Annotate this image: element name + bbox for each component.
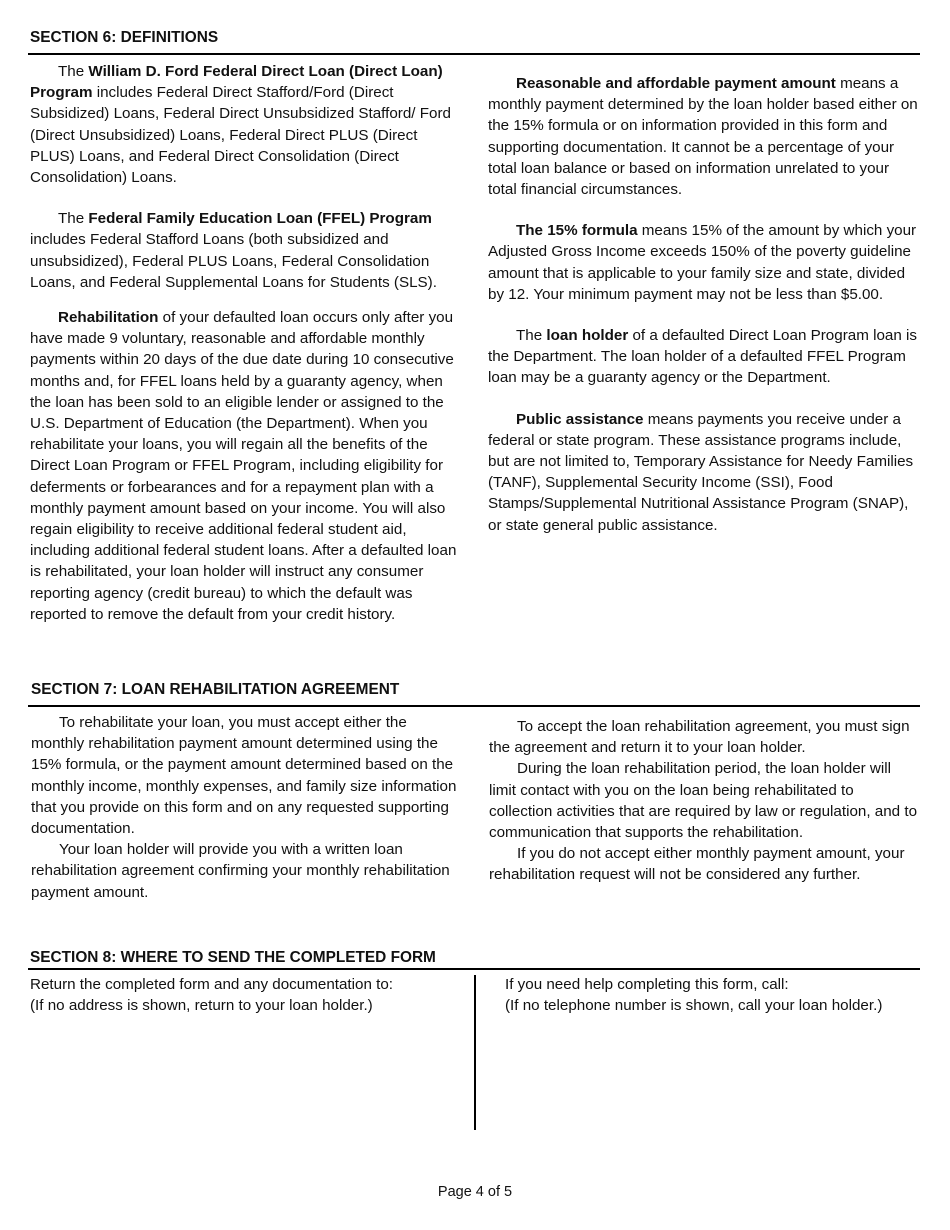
return-instructions: Return the completed form and any documentation to:	[30, 976, 394, 993]
definition-public-assistance: Public assistance means payments you receive under a federal or state program. These assistance programs include, but are not limited to, Temporary Assistance for Needy Families (TANF), Supplemental Security Income (SSI), Food Stamps/Supplemental Nutritional Assistance Program (SNAP), or state general public assistance.	[488, 410, 914, 534]
help-note: (If no telephone number is shown, call your loan holder.)	[505, 997, 883, 1015]
definition-ffel: The Federal Family Education Loan (FFEL) Program includes Federal Stafford Loans (both subsidized and unsubsidized), Federal PLUS Loans, Federal Consolidation Loans, and Federal Supplemental Loans for Students (SLS).	[30, 210, 437, 291]
definition-rehabilitation: Rehabilitation of your defaulted loan occurs only after you have made 9 voluntary, reasonable and affordable monthly payments within 20 days of the due date during 10 consecutive months and, for FFEL loans held by a guaranty agency, when the loan has been sold to an eligible lender or assigned to the U.S. Department of Education (the Department). When you rehabilitate your loans, you will regain all the benefits of the Direct Loan Program or FFEL Program, including eligibility for deferments or forbearances and for a repayment plan with a monthly payment amount based on your income. You will also regain eligibility to receive additional federal student aid, including additional federal student loans. After a defaulted loan is rehabilitated, your loan holder will instruct any consumer reporting agency (credit bureau) to which the default was reported to remove the default from your credit history.	[30, 309, 457, 623]
section-7-rule	[28, 705, 920, 707]
rehab-contact-paragraph: During the loan rehabilitation period, the loan holder will limit contact with you on the loan being rehabilitated to collection activities that are required by law or regulation, and to communication that supports the rehabilitation.	[489, 760, 918, 842]
section-7-right-column	[489, 716, 921, 886]
rehab-sign-paragraph: To accept the loan rehabilitation agreement, you must sign the agreement and return it to your loan holder.	[489, 718, 910, 757]
return-address-box	[30, 974, 470, 1016]
section-7-left-column	[31, 712, 463, 903]
definition-direct-loan: The William D. Ford Federal Direct Loan (Direct Loan) Program includes Federal Direct Stafford/Ford (Direct Subsidized) Loans, Federal Direct Unsubsidized Stafford/ Ford (Direct Unsubsidized) Loans, Federal Direct PLUS (Direct PLUS) Loans, and Federal Direct Consolidation (Direct Consolidation) Loans.	[30, 63, 451, 187]
definition-15-percent-formula: The 15% formula means 15% of the amount by which your Adjusted Gross Income exceeds 150% of the poverty guideline amount that is applicable to your family size and state, divided by 12. Your minimum payment may not be less than $5.00.	[488, 222, 917, 303]
definition-loan-holder: The loan holder of a defaulted Direct Loan Program loan is the Department. The loan holder of a defaulted FFEL Program loan may be a guaranty agency or the Department.	[488, 327, 917, 387]
section-8-rule	[28, 968, 920, 970]
section-8-divider	[474, 975, 476, 1130]
rehab-not-accept-paragraph: If you do not accept either monthly payment amount, your rehabilitation request will not be considered any further.	[489, 845, 905, 884]
section-6-title: SECTION 6: DEFINITIONS	[30, 29, 219, 46]
section-6-rule	[28, 53, 920, 55]
rehab-accept-paragraph: To rehabilitate your loan, you must accept either the monthly rehabilitation payment amount determined using the 15% formula, or the payment amount determined based on the monthly income, monthly expenses, and family size information that you provide on this form and on any requested supporting documentation.	[31, 714, 457, 838]
page-number: Page 4 of 5	[437, 1184, 513, 1200]
section-6-right-column	[488, 73, 920, 536]
help-phone-box	[505, 974, 925, 1016]
definition-reasonable-payment: Reasonable and affordable payment amount means a monthly payment determined by the loan holder based either on the 15% formula or on information provided in this form and supporting documentation. It cannot be a percentage of your total loan balance or based on information unrelated to your total financial circumstances.	[488, 75, 918, 199]
section-7-title: SECTION 7: LOAN REHABILITATION AGREEMENT	[31, 681, 400, 698]
return-note: (If no address is shown, return to your loan holder.)	[30, 997, 373, 1015]
section-8-title: SECTION 8: WHERE TO SEND THE COMPLETED FORM	[30, 949, 436, 966]
rehab-written-agreement-paragraph: Your loan holder will provide you with a written loan rehabilitation agreement confirming your monthly rehabilitation payment amount.	[31, 841, 450, 901]
help-instructions: If you need help completing this form, call:	[505, 976, 789, 993]
section-6-left-column	[30, 61, 462, 625]
